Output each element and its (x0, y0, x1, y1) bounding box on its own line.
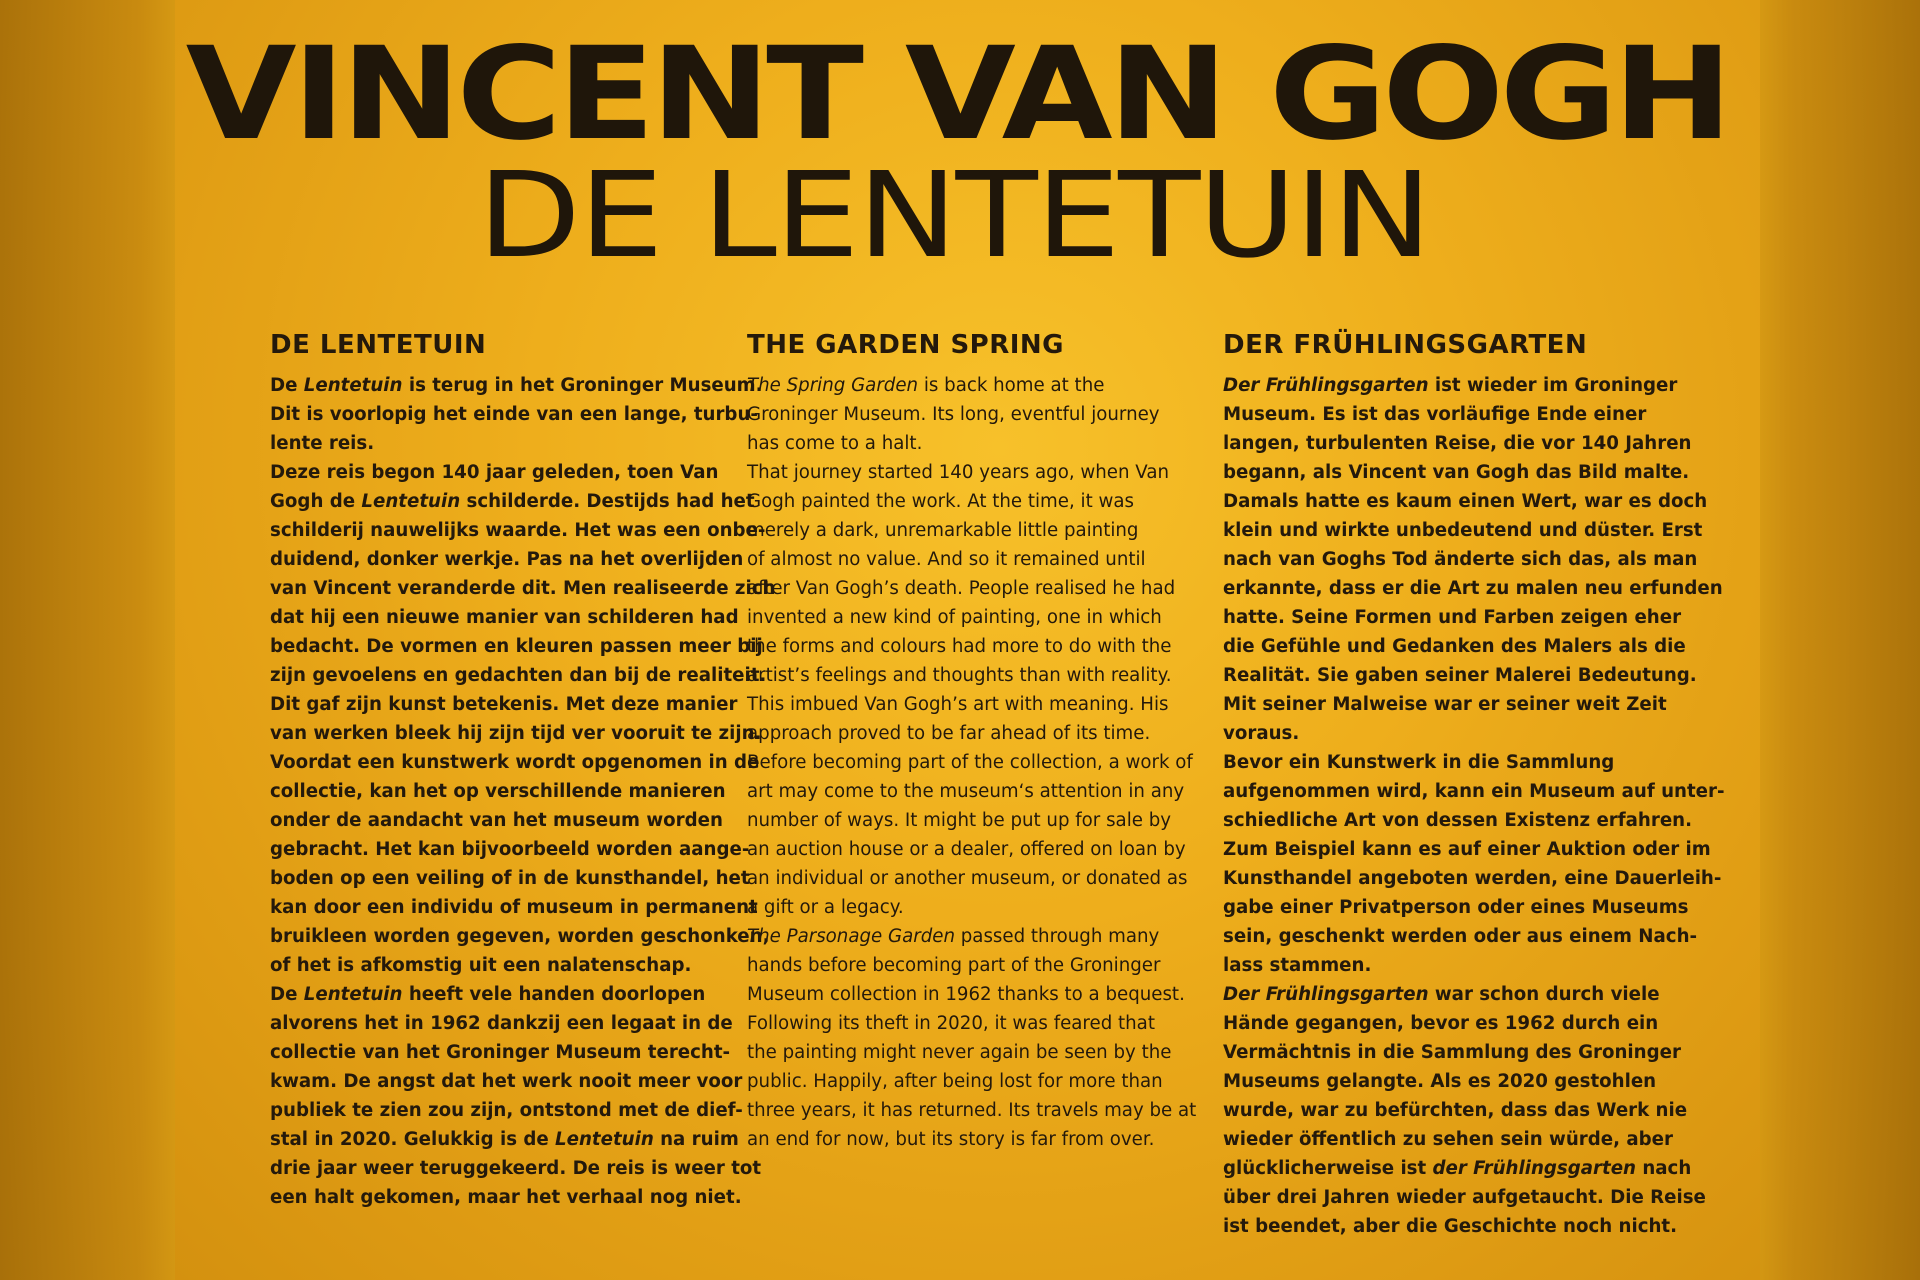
text-line (270, 574, 776, 603)
text-line (1223, 487, 1708, 516)
text-line (1223, 1096, 1693, 1125)
text-line (747, 951, 1217, 980)
text-segment: war schon durch viele (1428, 984, 1660, 1005)
text-segment: wurde, war zu befürchten, dass das Werk nie (1223, 1100, 1688, 1121)
text-line (1223, 690, 1693, 719)
text-segment: hatte. Seine Formen und Farben zeigen eher (1223, 607, 1682, 628)
text-line (747, 835, 1217, 864)
text-segment: ist beendet, aber die Geschichte noch nicht. (1223, 1216, 1678, 1237)
text-line (1223, 951, 1693, 980)
text-line (1223, 806, 1693, 835)
text-line (270, 922, 770, 951)
column-body-english (747, 371, 1217, 1154)
text-line (747, 1038, 1217, 1067)
text-segment: Zum Beispiel kann es auf einer Auktion oder im (1223, 839, 1711, 860)
text-line (1223, 574, 1723, 603)
text-segment: the forms and colours had more to do with the (747, 636, 1172, 657)
text-segment: schilderij nauwelijks waarde. Het was een onbe- (270, 520, 766, 541)
text-line (1223, 632, 1693, 661)
text-line (747, 487, 1217, 516)
text-line (747, 1067, 1217, 1096)
text-segment: klein und wirkte unbedeutend und düster. Erst (1223, 520, 1703, 541)
text-segment: ist wieder im Groninger (1428, 375, 1678, 396)
text-line (1223, 458, 1693, 487)
text-segment: gebracht. Het kan bijvoorbeeld worden aange- (270, 839, 750, 860)
text-segment: Groninger Museum. Its long, eventful journey (747, 404, 1160, 425)
text-line (1223, 835, 1711, 864)
text-segment: dat hij een nieuwe manier van schilderen had (270, 607, 739, 628)
text-line (1223, 893, 1693, 922)
italic-title-text: Der Frühlingsgarten (1223, 984, 1429, 1005)
text-line (1223, 400, 1693, 429)
text-segment: schilderde. Destijds had het (460, 491, 755, 512)
text-segment: Damals hatte es kaum einen Wert, war es doch (1223, 491, 1708, 512)
text-line (270, 1125, 740, 1154)
text-line (1223, 1125, 1693, 1154)
text-segment: artist’s feelings and thoughts than with reality. (747, 665, 1172, 686)
text-segment: die Gefühle und Gedanken des Malers als die (1223, 636, 1686, 657)
italic-title-text: Lentetuin (303, 984, 403, 1005)
text-line (1223, 603, 1693, 632)
text-line (270, 545, 744, 574)
text-line (747, 719, 1217, 748)
text-segment: Bevor ein Kunstwerk in die Sammlung (1223, 752, 1615, 773)
text-segment: number of ways. It might be put up for sale by (747, 810, 1172, 831)
column-dutch (270, 325, 776, 1212)
text-line (270, 893, 758, 922)
text-line (270, 1067, 743, 1096)
text-line (1223, 1212, 1693, 1241)
text-segment: Before becoming part of the collection, a work of (747, 752, 1193, 773)
column-heading-german: DER FRÜHLINGSGARTEN (1223, 330, 1588, 360)
text-line (747, 400, 1217, 429)
text-line (270, 719, 762, 748)
italic-title-text: Lentetuin (555, 1129, 654, 1150)
text-line (1223, 1009, 1693, 1038)
text-segment: voraus. (1223, 723, 1300, 744)
text-segment: of almost no value. And so it remained until (747, 549, 1146, 570)
text-segment: publiek te zien zou zijn, ontstond met de dief- (270, 1100, 743, 1121)
text-line (270, 748, 760, 777)
italic-title-text: Lentetuin (361, 491, 461, 512)
text-line (270, 864, 750, 893)
text-segment: langen, turbulenten Reise, die vor 140 Jahren (1223, 433, 1692, 454)
text-line (270, 516, 766, 545)
text-line (270, 1009, 740, 1038)
text-segment: of het is afkomstig uit een nalatenschap. (270, 955, 692, 976)
text-segment: van Vincent veranderde dit. Men realiseerde zich (270, 578, 776, 599)
text-segment: nach (1635, 1158, 1692, 1179)
text-segment: nach van Goghs Tod änderte sich das, als man (1223, 549, 1698, 570)
text-line (1223, 980, 1693, 1009)
text-segment: Voordat een kunstwerk wordt opgenomen in de (270, 752, 760, 773)
text-segment: De (270, 984, 304, 1005)
text-segment: That journey started 140 years ago, when Van (747, 462, 1170, 483)
text-segment: three years, it has returned. Its travels may be at (747, 1100, 1197, 1121)
text-line (270, 777, 740, 806)
column-german (1223, 325, 1725, 1241)
text-segment: schiedliche Art von dessen Existenz erfahren. (1223, 810, 1693, 831)
text-segment: kan door een individu of museum in permanent (270, 897, 758, 918)
text-line (747, 1125, 1217, 1154)
text-line (747, 545, 1217, 574)
text-line (747, 661, 1217, 690)
text-segment: Gogh painted the work. At the time, it was (747, 491, 1134, 512)
text-segment: van werken bleek hij zijn tijd ver vooruit te zijn. (270, 723, 762, 744)
text-line (747, 980, 1217, 1009)
text-line (270, 1038, 740, 1067)
column-heading-dutch: DE LENTETUIN (270, 330, 487, 360)
text-line (270, 371, 763, 400)
panel-title: VINCENT VAN GOGH (185, 20, 1729, 169)
text-segment: after Van Gogh’s death. People realised he had (747, 578, 1176, 599)
text-segment: boden op een veiling of in de kunsthandel, het (270, 868, 750, 889)
text-line (747, 603, 1217, 632)
text-line (747, 690, 1217, 719)
text-line (270, 632, 763, 661)
text-line (270, 951, 740, 980)
text-segment: lass stammen. (1223, 955, 1372, 976)
text-line (747, 429, 1217, 458)
text-segment: na ruim (653, 1129, 739, 1150)
text-line (747, 922, 1217, 951)
text-line (747, 458, 1217, 487)
text-segment: Dit is voorlopig het einde van een lange, turbu- (270, 404, 758, 425)
text-segment: Mit seiner Malweise war er seiner weit Zeit (1223, 694, 1667, 715)
text-segment: the painting might never again be seen by the (747, 1042, 1172, 1063)
text-segment: lente reis. (270, 433, 375, 454)
text-segment: aufgenommen wird, kann ein Museum auf unter- (1223, 781, 1725, 802)
text-segment: public. Happily, after being lost for more than (747, 1071, 1163, 1092)
column-body-dutch (270, 371, 776, 1212)
text-line (270, 980, 740, 1009)
text-segment: passed through many (954, 926, 1160, 947)
text-line (1223, 1183, 1706, 1212)
text-line (747, 516, 1217, 545)
text-line (1223, 1038, 1693, 1067)
text-segment: zijn gevoelens en gedachten dan bij de realiteit. (270, 665, 767, 686)
text-line (1223, 1154, 1693, 1183)
text-line (1223, 922, 1698, 951)
text-segment: erkannte, dass er die Art zu malen neu erfunden (1223, 578, 1723, 599)
text-segment: Hände gegangen, bevor es 1962 durch ein (1223, 1013, 1659, 1034)
text-segment: bedacht. De vormen en kleuren passen meer bij (270, 636, 763, 657)
text-line (270, 1096, 743, 1125)
text-line (747, 777, 1217, 806)
text-segment: onder de aandacht van het museum worden (270, 810, 723, 831)
text-line (1223, 748, 1693, 777)
text-line (1223, 719, 1693, 748)
text-segment: invented a new kind of painting, one in which (747, 607, 1162, 628)
text-line (747, 893, 1217, 922)
text-segment: art may come to the museum‘s attention in any (747, 781, 1185, 802)
text-segment: Museums gelangte. Als es 2020 gestohlen (1223, 1071, 1657, 1092)
text-line (747, 806, 1217, 835)
text-segment: een halt gekomen, maar het verhaal nog niet. (270, 1187, 742, 1208)
text-segment: Deze reis begon 140 jaar geleden, toen Van (270, 462, 719, 483)
text-segment: über drei Jahren wieder aufgetaucht. Die Reise (1223, 1187, 1706, 1208)
text-line (270, 1183, 740, 1212)
text-line (270, 661, 767, 690)
text-segment: Gogh de (270, 491, 362, 512)
text-segment: Vermächtnis in die Sammlung des Groninger (1223, 1042, 1681, 1063)
text-segment: has come to a halt. (747, 433, 923, 454)
text-line (270, 429, 740, 458)
text-line (270, 1154, 762, 1183)
text-line (747, 371, 1217, 400)
text-segment: a gift or a legacy. (747, 897, 904, 918)
text-segment: collectie, kan het op verschillende manieren (270, 781, 726, 802)
text-line (747, 1009, 1217, 1038)
text-line (1223, 429, 1693, 458)
text-segment: Realität. Sie gaben seiner Malerei Bedeutung. (1223, 665, 1697, 686)
text-segment: an end for now, but its story is far from over. (747, 1129, 1155, 1150)
text-segment: Museum. Es ist das vorläufige Ende einer (1223, 404, 1647, 425)
text-line (1223, 864, 1722, 893)
text-segment: This imbued Van Gogh’s art with meaning. His (747, 694, 1169, 715)
text-segment: bruikleen worden gegeven, worden geschonken, (270, 926, 770, 947)
text-segment: collectie van het Groninger Museum terecht- (270, 1042, 731, 1063)
text-segment: alvorens het in 1962 dankzij een legaat in de (270, 1013, 733, 1034)
text-segment: duidend, donker werkje. Pas na het overlijden (270, 549, 744, 570)
panel-subtitle: DE LENTETUIN (477, 146, 1431, 284)
text-segment: gabe einer Privatperson oder eines Museums (1223, 897, 1689, 918)
column-heading-english: THE GARDEN SPRING (747, 330, 1065, 360)
text-segment: Museum collection in 1962 thanks to a bequest. (747, 984, 1185, 1005)
text-segment: merely a dark, unremarkable little painting (747, 520, 1139, 541)
text-line (747, 574, 1217, 603)
text-line (270, 690, 740, 719)
text-line (270, 603, 740, 632)
text-segment: an individual or another museum, or donated as (747, 868, 1188, 889)
text-line (1223, 516, 1703, 545)
text-line (747, 864, 1217, 893)
text-line (270, 806, 740, 835)
text-line (1223, 661, 1697, 690)
text-segment: kwam. De angst dat het werk nooit meer voor (270, 1071, 743, 1092)
text-segment: heeft vele handen doorlopen (402, 984, 706, 1005)
text-segment: glücklicherweise ist (1223, 1158, 1433, 1179)
text-segment: sein, geschenkt werden oder aus einem Nach- (1223, 926, 1698, 947)
text-segment: an auction house or a dealer, offered on loan by (747, 839, 1186, 860)
text-line (270, 487, 755, 516)
text-segment: Kunsthandel angeboten werden, eine Dauerleih- (1223, 868, 1722, 889)
text-line (1223, 371, 1693, 400)
text-segment: Dit gaf zijn kunst betekenis. Met deze manier (270, 694, 738, 715)
column-body-german (1223, 371, 1725, 1241)
text-line (270, 400, 758, 429)
text-line (270, 835, 750, 864)
text-segment: drie jaar weer teruggekeerd. De reis is weer tot (270, 1158, 762, 1179)
text-segment: is terug in het Groninger Museum. (402, 375, 763, 396)
italic-title-text: The Spring Garden (747, 375, 919, 396)
text-segment: approach proved to be far ahead of its time. (747, 723, 1151, 744)
italic-title-text: The Parsonage Garden (747, 926, 955, 947)
text-segment: is back home at the (918, 375, 1105, 396)
text-segment: stal in 2020. Gelukkig is de (270, 1129, 556, 1150)
text-line (747, 1096, 1217, 1125)
text-segment: wieder öffentlich zu sehen sein würde, aber (1223, 1129, 1673, 1150)
text-line (1223, 777, 1725, 806)
text-line (747, 748, 1217, 777)
text-segment: Following its theft in 2020, it was feared that (747, 1013, 1155, 1034)
text-line (270, 458, 740, 487)
text-line (1223, 545, 1698, 574)
text-segment: hands before becoming part of the Groninger (747, 955, 1161, 976)
italic-title-text: Der Frühlingsgarten (1223, 375, 1429, 396)
italic-title-text: Lentetuin (303, 375, 403, 396)
text-line (747, 632, 1217, 661)
column-english (747, 325, 1217, 1154)
italic-title-text: der Frühlingsgarten (1432, 1158, 1636, 1179)
text-segment: De (270, 375, 304, 396)
text-line (1223, 1067, 1693, 1096)
text-segment: begann, als Vincent van Gogh das Bild malte. (1223, 462, 1690, 483)
